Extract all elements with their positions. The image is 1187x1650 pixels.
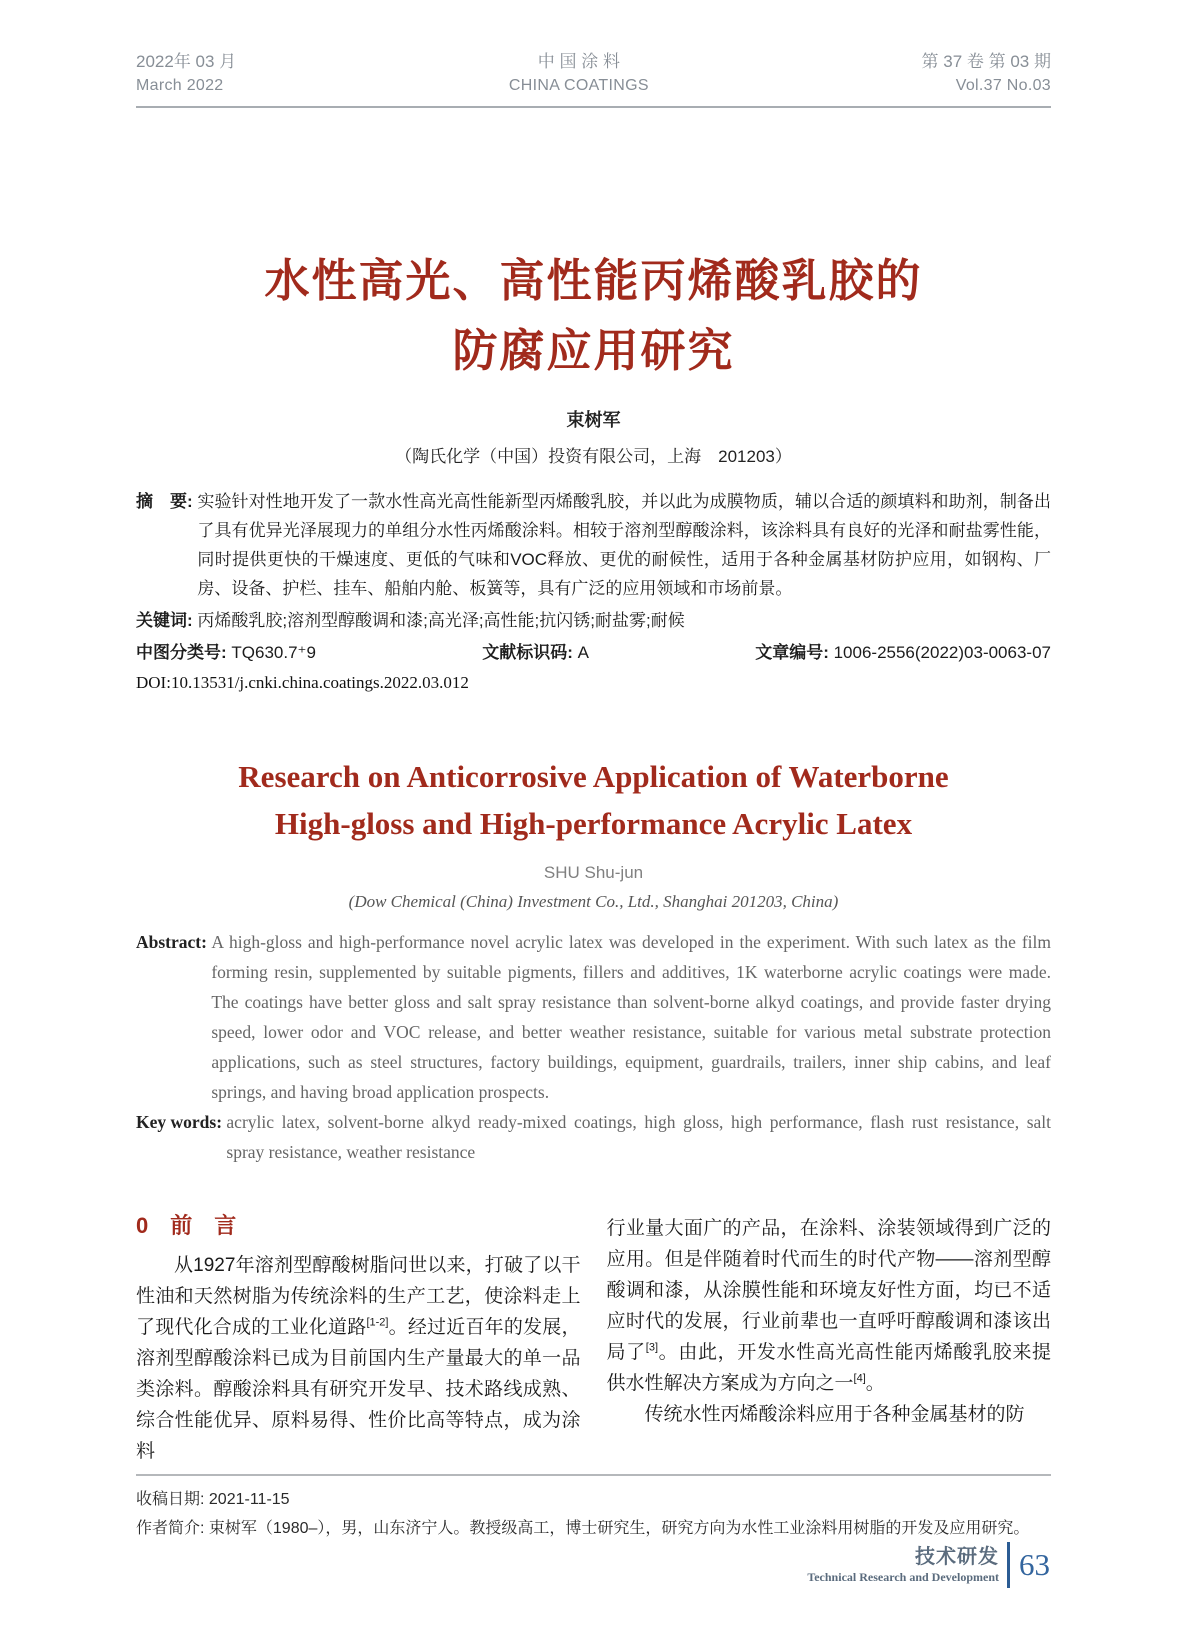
body-paragraph-right-1: 行业量大面广的产品，在涂料、涂装领域得到广泛的应用。但是伴随着时代而生的时代产物——溶剂型醇酸调和漆，从涂膜性能和环境友好性方面，均已不适应时代的发展，行业前辈也一直呼吁醇酸调和漆该出局了[3]。由此，开发水性高光高性能丙烯酸乳胶来提供水性解决方案成为方向之一[4]。	[606, 1218, 1051, 1394]
article-title-zh-line2: 防腐应用研究	[452, 325, 735, 376]
header-date	[136, 50, 236, 98]
header-date-en: March 2022	[136, 77, 224, 94]
keywords-en	[136, 1107, 1051, 1167]
abstract-zh-text: 实验针对性地开发了一款水性高光高性能新型丙烯酸乳胶，并以此为成膜物质，辅以合适的颜填料和助剂，制备出了具有优异光泽展现力的单组分水性丙烯酸涂料。相较于溶剂型醇酸涂料，该涂料具有良好的光泽和耐盐雾性能，同时提供更快的干燥速度、更低的气味和VOC释放、更优的耐候性，适用于各种金属基材防护应用，如钢构、厂房、设备、护栏、挂车、船舶内舱、板簧等，具有广泛的应用领域和市场前景。	[197, 492, 1051, 598]
classification-row	[136, 638, 1051, 667]
header-volume-issue	[922, 50, 1051, 98]
body-paragraph-left: 从1927年溶剂型醇酸树脂问世以来，打破了以干性油和天然树脂为传统涂料的生产工艺，使涂料走上了现代化合成的工业化道路[1-2]。经过近百年的发展，溶剂型醇酸涂料已成为目前国内生产量最大的单一品类涂料。醇酸涂料具有研究开发早、技术路线成熟、综合性能优异、原料易得、性价比高等特点，成为涂料	[136, 1255, 581, 1462]
keywords-en-text: acrylic latex, solvent-borne alkyd ready-mixed coatings, high gloss, high performance, flash rust resistance, salt spray resistance, weather resistance	[226, 1112, 1051, 1162]
document-code	[482, 638, 589, 667]
keywords-zh-text: 丙烯酸乳胶;溶剂型醇酸调和漆;高光泽;高性能;抗闪锈;耐盐雾;耐候	[197, 611, 685, 630]
footer-divider	[1007, 1542, 1010, 1588]
journal-name-en: CHINA COATINGS	[508, 77, 649, 94]
keywords-zh	[136, 606, 1051, 635]
volume-issue-en: Vol.37 No.03	[955, 77, 1051, 94]
abstract-en-label: Abstract:	[136, 932, 212, 952]
clc-label: 中图分类号:	[136, 643, 232, 662]
abstract-zh-label: 摘 要:	[136, 492, 198, 511]
keywords-zh-label: 关键词:	[136, 611, 198, 630]
body-column-right	[607, 1213, 1052, 1467]
author-en: SHU Shu-jun	[543, 863, 644, 882]
doi: DOI:10.13531/j.cnki.china.coatings.2022.03.012	[136, 673, 469, 692]
article-id-value: 1006-2556(2022)03-0063-07	[833, 643, 1051, 662]
page-number: 63	[1019, 1547, 1050, 1582]
affiliation-en: (Dow Chemical (China) Investment Co., Ltd., Shanghai 201203, China)	[348, 892, 839, 911]
received-date-line	[136, 1485, 1051, 1514]
article-title-zh-line1: 水性高光、高性能丙烯酸乳胶的	[264, 255, 923, 306]
abstract-en	[136, 927, 1051, 1107]
author-bio-value: 束树军（1980–），男，山东济宁人。教授级高工，博士研究生，研究方向为水性工业涂料用树脂的开发及应用研究。	[208, 1520, 1030, 1537]
abstract-zh	[136, 487, 1051, 603]
received-date-value: 2021-11-15	[208, 1491, 290, 1508]
document-code-value: A	[577, 643, 589, 662]
clc-number	[136, 638, 316, 667]
article-id	[755, 638, 1051, 667]
article-title-en-line1: Research on Anticorrosive Application of Waterborne	[238, 759, 949, 794]
author-zh: 束树军	[566, 410, 621, 430]
article-title-en	[136, 753, 1051, 847]
journal-page	[0, 50, 1187, 1543]
header-date-zh: 2022年 03 月	[136, 52, 237, 71]
document-code-label: 文献标识码:	[482, 643, 578, 662]
article-title-en-line2: High-gloss and High-performance Acrylic Latex	[274, 806, 913, 841]
affiliation-zh: （陶氏化学（中国）投资有限公司，上海 201203）	[395, 447, 792, 466]
author-bio-line	[136, 1514, 1051, 1543]
body-paragraph-right-2: 传统水性丙烯酸涂料应用于各种金属基材的防	[644, 1404, 1025, 1425]
column-name-zh: 技术研发	[915, 1546, 999, 1568]
author-bio-label: 作者简介:	[136, 1520, 209, 1537]
column-name-en: Technical Research and Development	[807, 1570, 999, 1584]
header-journal-name	[509, 50, 649, 98]
journal-header	[136, 50, 1051, 108]
volume-issue-zh: 第 37 卷 第 03 期	[921, 52, 1051, 71]
article-id-label: 文章编号:	[755, 643, 834, 662]
body-column-left	[136, 1213, 581, 1467]
abstract-en-text: A high-gloss and high-performance novel acrylic latex was developed in the experiment. With such latex as the film forming resin, supplemented by suitable pigments, fillers and additives, 1K waterborne acrylic coatings were made. The coatings have better gloss and salt spray resistance than solvent-borne alkyd coatings, and provide faster drying speed, lower odor and VOC release, and better weather resistance, suitable for various metal substrate protection applications, such as steel structures, factory buildings, equipment, guardrails, trailers, inner ship cabins, and leaf springs, and having broad application prospects.	[211, 932, 1051, 1102]
section-0-heading: 0 前 言	[136, 1213, 237, 1238]
journal-name-zh: 中 国 涂 料	[537, 52, 620, 71]
article-title-zh	[136, 246, 1051, 386]
page-footer	[807, 1542, 1050, 1588]
clc-value: TQ630.7⁺9	[231, 643, 316, 662]
received-date-label: 收稿日期:	[136, 1491, 209, 1508]
keywords-en-label: Key words:	[136, 1112, 227, 1132]
body-columns	[136, 1213, 1051, 1467]
footnote	[136, 1474, 1051, 1543]
column-name	[807, 1545, 999, 1585]
